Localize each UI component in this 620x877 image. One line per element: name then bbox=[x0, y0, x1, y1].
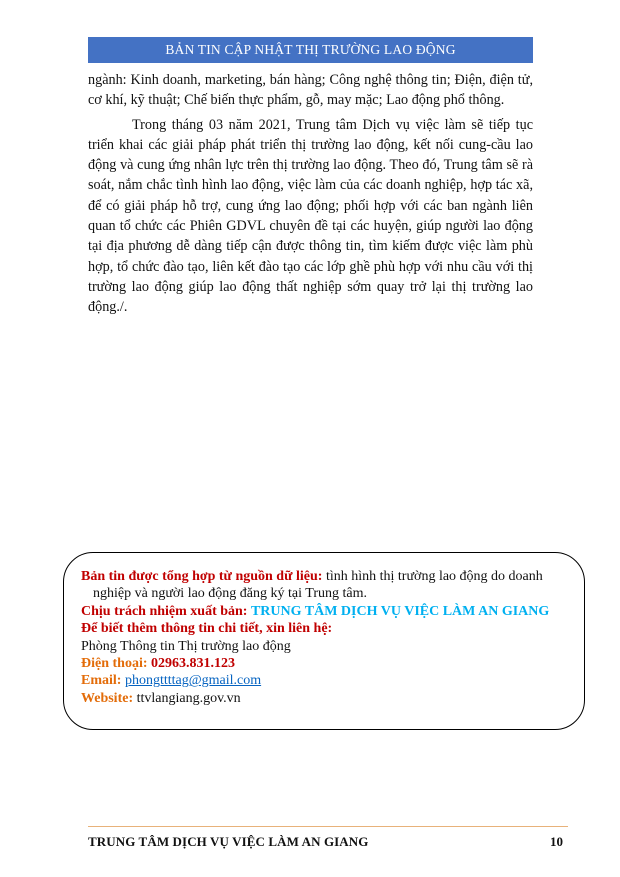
article-body bbox=[88, 70, 533, 322]
department-line bbox=[81, 638, 568, 655]
phone-value: 02963.831.123 bbox=[151, 656, 235, 672]
source-line bbox=[81, 568, 568, 585]
source-text-cont: nghiệp và người lao động đăng ký tại Trung tâm. bbox=[93, 586, 367, 602]
email-link[interactable]: phongttttag@gmail.com bbox=[124, 673, 262, 689]
email-line bbox=[81, 672, 568, 689]
paragraph-plan: Trong tháng 03 năm 2021, Trung tâm Dịch vụ việc làm sẽ tiếp tục triển khai các giải pháp phát triển thị trường lao động, kết nối cung-cầu lao động và cung ứng nhân lực trên thị trường lao động. Theo đó, Trung tâm sẽ rà soát, nắm chắc tình hình lao động, việc làm của các doanh nghiệp, hợp tác xã, để có giải pháp hỗ trợ, cung ứng lao động; phối hợp với các ban ngành liên quan tổ chức các Phiên GDVL chuyên đề tại các huyện, giúp người lao động tại địa phương dễ dàng tiếp cận được thông tin, tìm kiếm được việc làm phù hợp, tổ chức đào tạo, liên kết đào tạo các lớp ghề phù hợp với nhu cầu với thị trường lao động giúp lao động thất nghiệp sớm quay trở lại thị trường lao động./. bbox=[88, 116, 533, 316]
contact-info-box bbox=[63, 552, 585, 730]
contact-line bbox=[81, 620, 568, 637]
page-number: 10 bbox=[550, 834, 563, 849]
paragraph-industries: ngành: Kinh doanh, marketing, bán hàng; Công nghệ thông tin; Điện, điện tử, cơ khí, kỹ thuật; Chế biến thực phẩm, gỗ, may mặc; Lao động phổ thông. bbox=[88, 72, 533, 109]
footer-divider bbox=[88, 826, 568, 827]
phone-line bbox=[81, 655, 568, 672]
publisher-line bbox=[81, 603, 568, 620]
website-line bbox=[81, 690, 568, 707]
publisher-label: Chịu trách nhiệm xuất bản: bbox=[81, 603, 248, 619]
source-text: tình hình thị trường lao động do doanh bbox=[325, 569, 543, 584]
website-label: Website: bbox=[81, 690, 134, 706]
website-value: ttvlangiang.gov.vn bbox=[136, 690, 241, 706]
publisher-value: TRUNG TÂM DỊCH VỤ VIỆC LÀM AN GIANG bbox=[250, 603, 550, 619]
header-title: BẢN TIN CẬP NHẬT THỊ TRƯỜNG LAO ĐỘNG bbox=[165, 42, 456, 57]
contact-label: Để biết thêm thông tin chi tiết, xin liên hệ: bbox=[81, 621, 333, 637]
phone-label: Điện thoại: bbox=[81, 656, 148, 672]
department-name: Phòng Thông tin Thị trường lao động bbox=[81, 638, 291, 654]
header-banner bbox=[88, 37, 533, 63]
source-line-cont bbox=[81, 585, 568, 602]
source-label: Bản tin được tổng hợp từ nguồn dữ liệu: bbox=[81, 569, 323, 584]
email-label: Email: bbox=[81, 673, 122, 689]
footer-org: TRUNG TÂM DỊCH VỤ VIỆC LÀM AN GIANG bbox=[88, 834, 369, 849]
